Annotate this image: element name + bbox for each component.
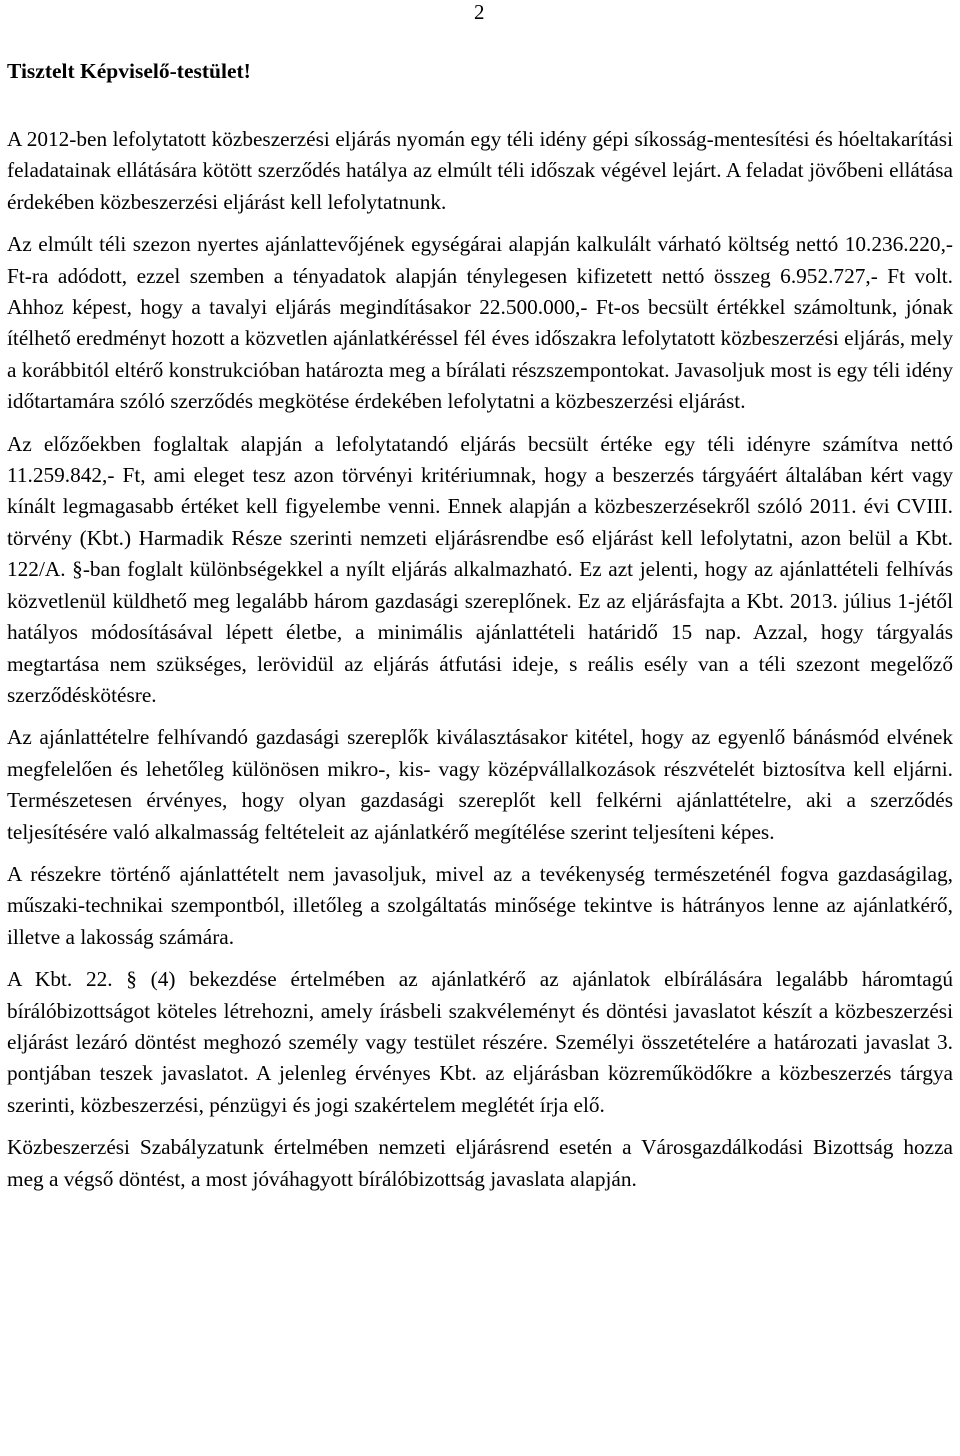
paragraph-economic-operators: Az ajánlattételre felhívandó gazdasági szereplők kiválasztásakor kitétel, hogy az egyenlő bánásmód elvének megfelelően és lehetőleg különösen mikro-, kis- vagy középvállalkozások részvételét biztosítva kell eljárni. Természetesen érvényes, hogy olyan gazdasági szereplőt kell felkérni ajánlattételre, aki a szerződés teljesítésére való alkalmasság feltételeit az ajánlatkérő megítélése szerint teljesíteni képes. <box>7 725 953 844</box>
paragraph-final-decision: Közbeszerzési Szabályzatunk értelmében nemzeti eljárásrend esetén a Városgazdálkodási Bizottság hozza meg a végső döntést, a most jóváhagyott bírálóbizottság javaslata alapján. <box>7 1135 953 1191</box>
paragraph-cost-comparison: Az elmúlt téli szezon nyertes ajánlattevőjének egységárai alapján kalkulált várható költség nettó 10.236.220,- Ft-ra adódott, ezzel szemben a tényadatok alapján ténylegesen kifizetett nettó összeg 6.952.727,- Ft volt. Ahhoz képest, hogy a tavalyi eljárás megindításakor 22.500.000,- Ft-os becsült értékkel számoltunk, jónak ítélhető eredményt hozott a közvetlen ajánlatkéréssel fél éves időszakra lefolytatott közbeszerzési eljárás, mely a korábbitól eltérő konstrukcióban határozta meg a bírálati részszempontokat. Javasoljuk most is egy téli idény időtartamára szóló szerződés megkötése érdekében lefolytatni a közbeszerzési eljárást. <box>7 232 953 414</box>
paragraph-partial-bids: A részekre történő ajánlattételt nem javasoljuk, mivel az a tevékenység természeténél fogva gazdaságilag, műszaki-technikai szempontból, illetőleg a szolgáltatás minősége tekintve is hátrányos lenne az ajánlatkérő, illetve a lakosság számára. <box>7 861 953 949</box>
document-body <box>7 124 953 1206</box>
paragraph-evaluation-committee: A Kbt. 22. § (4) bekezdése értelmében az ajánlatkérő az ajánlatok elbírálására legalább háromtagú bírálóbizottságot köteles létrehozni, amely írásbeli szakvéleményt és döntési javaslatot készít a közbeszerzési eljárást lezáró döntést meghozó személy vagy testület részére. Személyi összetételére a határozati javaslat 3. pontjában teszek javaslatot. A jelenleg érvényes Kbt. az eljárásban közreműködőkre a közbeszerzés tárgya szerinti, közbeszerzési, pénzügyi és jogi szakértelem meglétét írja elő. <box>7 967 953 1117</box>
salutation-heading: Tisztelt Képviselő-testület! <box>7 59 251 83</box>
paragraph-contract-expiry: A 2012-ben lefolytatott közbeszerzési eljárás nyomán egy téli idény gépi síkosság-mentesítési és hóeltakarítási feladatainak ellátására kötött szerződés hatálya az elmúlt téli időszak végével lejárt. A feladat jövőbeni ellátása érdekében közbeszerzési eljárást kell lefolytatnunk. <box>7 127 953 214</box>
paragraph-estimated-value: Az előzőekben foglaltak alapján a lefolytatandó eljárás becsült értéke egy téli idényre számítva nettó 11.259.842,- Ft, ami eleget tesz azon törvényi kritériumnak, hogy a beszerzés tárgyáért általában kért vagy kínált legmagasabb értéket kell figyelembe venni. Ennek alapján a közbeszerzésekről szóló 2011. évi CVIII. törvény (Kbt.) Harmadik Része szerinti nemzeti eljárásrendbe eső eljárást kell lefolytatni, azon belül a Kbt. 122/A. §-ban foglalt különbségekkel a nyílt eljárás alkalmazható. Ez azt jelenti, hogy az ajánlattételi felhívás közvetlenül küldhető meg legalább három gazdasági szereplőnek. Ez az eljárásfajta a Kbt. 2013. július 1-jétől hatályos módosításával lépett életbe, a minimális ajánlattételi határidő 15 nap. Azzal, hogy tárgyalás megtartása nem szükséges, lerövidül az eljárás átfutási ideje, s reális esély van a téli szezont megelőző szerződéskötésre. <box>7 431 953 707</box>
page-number: 2 <box>474 0 485 24</box>
